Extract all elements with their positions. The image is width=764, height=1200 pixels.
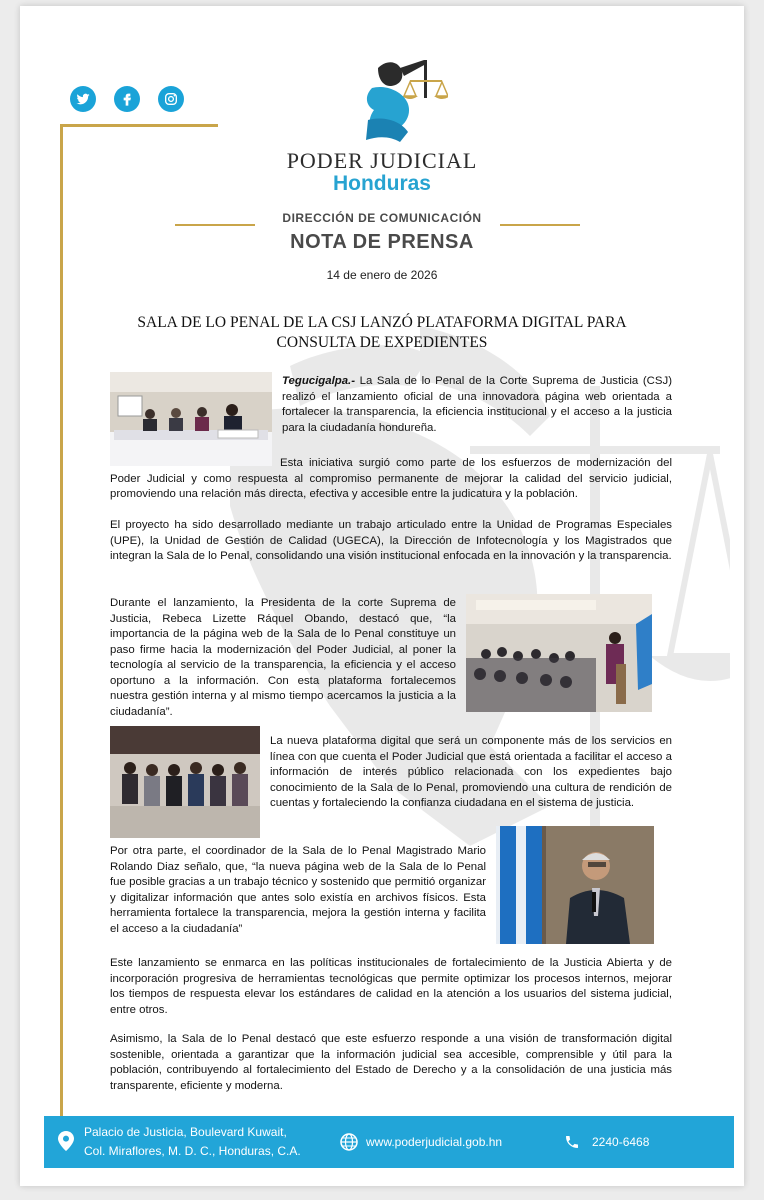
gold-frame-top: [60, 124, 218, 135]
poder-judicial-logo-icon: [338, 58, 448, 148]
paragraph-6: Por otra parte, el coordinador de la Sala de lo Penal Magistrado Mario Rolando Diaz señalo, que, “la nueva página web de la Sala de lo Penal fue posible gracias a un trabajo técnico y sostenido que permitió organizar y digitalizar información que antes solo existía en archivos físicos. Esta herramienta fortalece la transparencia, mejora la gestión interna y facilita el acceso a la ciudadanía”: [110, 845, 486, 935]
department-label: DIRECCIÓN DE COMUNICACIÓN: [282, 211, 482, 225]
paragraph-4: Durante el lanzamiento, la Presidenta de la corte Suprema de Justicia, Rebeca Lizette Ráquel Obando, destacó que, “la importancia de la página web de la Sala de lo Penal constituye un paso firme hacia la modernización del Poder Judicial, al poner la tecnología al servicio de la transparencia, la eficiencia y el acceso oportuno a la información. Con esta plataforma fortalecemos nuestra gestión interna y al mismo tiempo acercamos la justicia a la ciudadanía”.: [110, 597, 456, 718]
paragraph-5: La nueva plataforma digital que será un componente más de los servicios en línea con que cuenta el Poder Judicial que está orientada a facilitar el acceso a información de interés público relacionada con los expedientes bajo conocimiento de la Sala de lo Penal, promoviendo una cultura de rendición de cuentas y fortaleciendo la confianza ciudadana en el sistema de justicia.: [270, 735, 672, 809]
photo-magistrate-speaker: [496, 826, 654, 944]
paragraph-8: Asimismo, la Sala de lo Penal destacó que este esfuerzo responde a una visión de transformación digital sostenible, orientada a garantizar que la información judicial sea accesible, comprensible y útil para la población, contribuyendo al fortalecimiento del Estado de Derecho y a la consolidación de una justicia más transparente, eficiente y moderna.: [110, 1033, 672, 1092]
paragraph-7: Este lanzamiento se enmarca en las políticas institucionales de fortalecimiento de la Justicia Abierta y de incorporación progresiva de herramientas tecnológicas que permite optimizar los procesos internos, mejorar los tiempos de respuesta elevar los estándares de calidad en la atención a los usuarios del sistema judicial, entre otros.: [110, 957, 672, 1016]
photo-panel-table: [110, 372, 272, 466]
footer-website-link[interactable]: www.poderjudicial.gob.hn: [366, 1135, 503, 1149]
organization-name: PODER JUDICIAL: [286, 148, 478, 173]
organization-country: Honduras: [332, 172, 431, 195]
globe-icon: [340, 1133, 358, 1151]
headline-line-2: CONSULTA DE EXPEDIENTES: [276, 334, 488, 351]
footer-address-line-2: Col. Miraflores, M. D. C., Honduras, C.A.: [84, 1144, 301, 1158]
footer-contact-bar: [44, 1116, 734, 1168]
paragraph-3: El proyecto ha sido desarrollado mediante un trabajo articulado entre la Unidad de Programas Especiales (UPE), la Unidad de Gestión de Calidad (UGECA), la Dirección de Infotecnología y los Magistrados que integran la Sala de lo Penal, consolidando una visión institucional enfocada en la innovación y la transparencia.: [110, 519, 672, 562]
headline-line-1: SALA DE LO PENAL DE LA CSJ LANZÓ PLATAFORMA DIGITAL PARA: [137, 314, 627, 331]
photo-officials-seated: [110, 726, 260, 838]
paragraph-1: [282, 374, 672, 436]
social-links: [70, 86, 184, 112]
paragraph-1-text: La Sala de lo Penal de la Corte Suprema de Justicia (CSJ) realizó el lanzamiento oficial de una innovadora página web orientada a fortalecer la transparencia, la eficiencia institucional y el acceso a la justicia para la ciudadanía hondureña.: [282, 375, 672, 434]
photo-audience: [466, 594, 652, 712]
release-date: 14 de enero de 2026: [326, 268, 438, 282]
footer-address-line-1: Palacio de Justicia, Boulevard Kuwait,: [84, 1125, 287, 1139]
document-type: NOTA DE PRENSA: [290, 231, 474, 253]
dateline: Tegucigalpa.-: [282, 375, 355, 387]
location-pin-icon: [58, 1131, 74, 1151]
twitter-icon[interactable]: [70, 86, 96, 112]
headline: [90, 313, 674, 353]
phone-icon: [564, 1134, 580, 1150]
footer-phone[interactable]: 2240-6468: [592, 1135, 650, 1149]
gold-divider-right: [500, 224, 580, 226]
paragraph-2: Esta iniciativa surgió como parte de los esfuerzos de modernización del Poder Judicial y como respuesta al compromiso permanente de mejorar la calidad del servicio judicial, promoviendo una relación más directa, efectiva y accesible entre la judicatura y la población.: [110, 457, 672, 500]
instagram-icon[interactable]: [158, 86, 184, 112]
facebook-icon[interactable]: [114, 86, 140, 112]
press-release-page: [20, 6, 744, 1186]
